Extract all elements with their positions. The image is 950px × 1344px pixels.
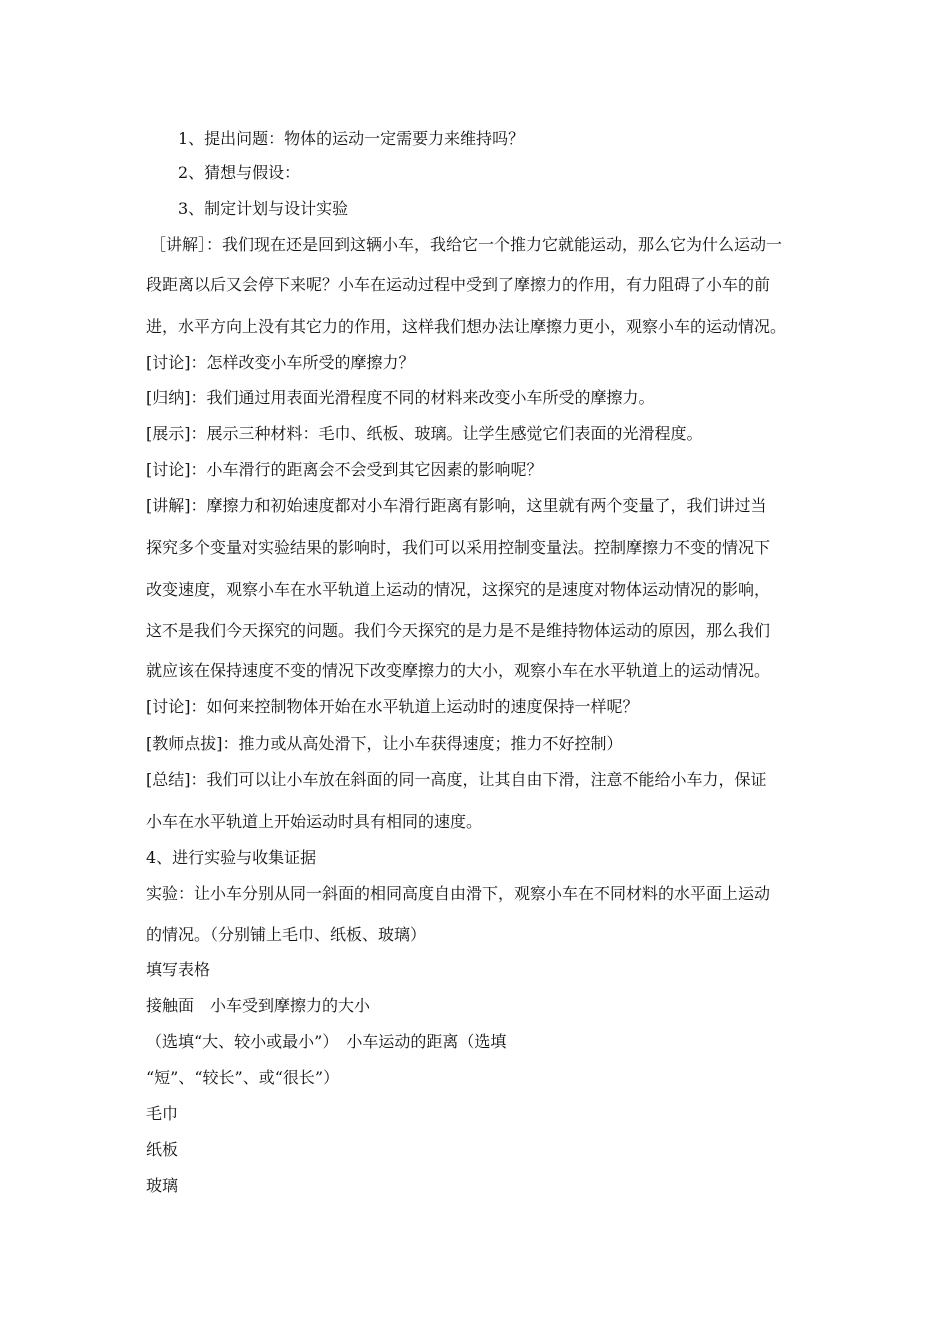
- paragraph-line: 进，水平方向上没有其它力的作用，这样我们想办法让摩擦力更小，观察小车的运动情况。: [146, 317, 787, 336]
- paragraph-line: [归纳]：我们通过用表面光滑程度不同的材料来改变小车所受的摩擦力。: [146, 388, 655, 407]
- paragraph-line: 实验：让小车分别从同一斜面的相同高度自由滑下，观察小车在不同材料的水平面上运动: [146, 884, 771, 903]
- table-row-label: 毛巾: [146, 1104, 179, 1123]
- table-header-line: （选填“大、较小或最小”） 小车运动的距离（选填: [146, 1032, 507, 1051]
- paragraph-line: [展示]：展示三种材料：毛巾、纸板、玻璃。让学生感觉它们表面的光滑程度。: [146, 424, 703, 443]
- paragraph-line: 段距离以后又会停下来呢？小车在运动过程中受到了摩擦力的作用，有力阻碍了小车的前: [146, 275, 771, 294]
- paragraph-line: [教师点拔]：推力或从高处滑下，让小车获得速度；推力不好控制）: [146, 734, 623, 753]
- paragraph-line: [讨论]：如何来控制物体开始在水平轨道上运动时的速度保持一样呢？: [146, 697, 639, 716]
- table-row-label: 玻璃: [146, 1176, 179, 1195]
- step-2-hypothesis: 2、猜想与假设：: [178, 163, 301, 182]
- paragraph-line: 这不是我们今天探究的问题。我们今天探究的是力是不是维持物体运动的原因，那么我们: [146, 621, 771, 640]
- paragraph-line: [讨论]：怎样改变小车所受的摩擦力？: [146, 353, 415, 372]
- paragraph-line: 的情况。（分别铺上毛巾、纸板、玻璃）: [146, 925, 427, 944]
- step-1-question: 1、提出问题：物体的运动一定需要力来维持吗？: [178, 129, 525, 148]
- paragraph-line: [讲解]：摩擦力和初始速度都对小车滑行距离有影响，这里就有两个变量了，我们讲过当: [146, 496, 767, 515]
- paragraph-line: ［讲解］：我们现在还是回到这辆小车，我给它一个推力它就能运动，那么它为什么运动一: [150, 235, 783, 254]
- fill-table-label: 填写表格: [146, 960, 211, 979]
- step-3-plan: 3、制定计划与设计实验: [178, 199, 349, 218]
- table-row-label: 纸板: [146, 1140, 179, 1159]
- paragraph-line: 改变速度，观察小车在水平轨道上运动的情况，这探究的是速度对物体运动情况的影响，: [146, 580, 771, 599]
- table-header-line: 接触面 小车受到摩擦力的大小: [146, 996, 371, 1015]
- step-4-experiment: 4、进行实验与收集证据: [146, 848, 317, 867]
- paragraph-line: [总结]：我们可以让小车放在斜面的同一高度，让其自由下滑，注意不能给小车力，保证: [146, 770, 767, 789]
- paragraph-line: 小车在水平轨道上开始运动时具有相同的速度。: [146, 812, 483, 831]
- paragraph-line: 就应该在保持速度不变的情况下改变摩擦力的大小，观察小车在水平轨道上的运动情况。: [146, 661, 771, 680]
- paragraph-line: [讨论]：小车滑行的距离会不会受到其它因素的影响呢？: [146, 460, 543, 479]
- paragraph-line: 探究多个变量对实验结果的影响时，我们可以采用控制变量法。控制摩擦力不变的情况下: [146, 538, 771, 557]
- table-header-line: “短”、“较长”、或“很长”）: [146, 1068, 340, 1087]
